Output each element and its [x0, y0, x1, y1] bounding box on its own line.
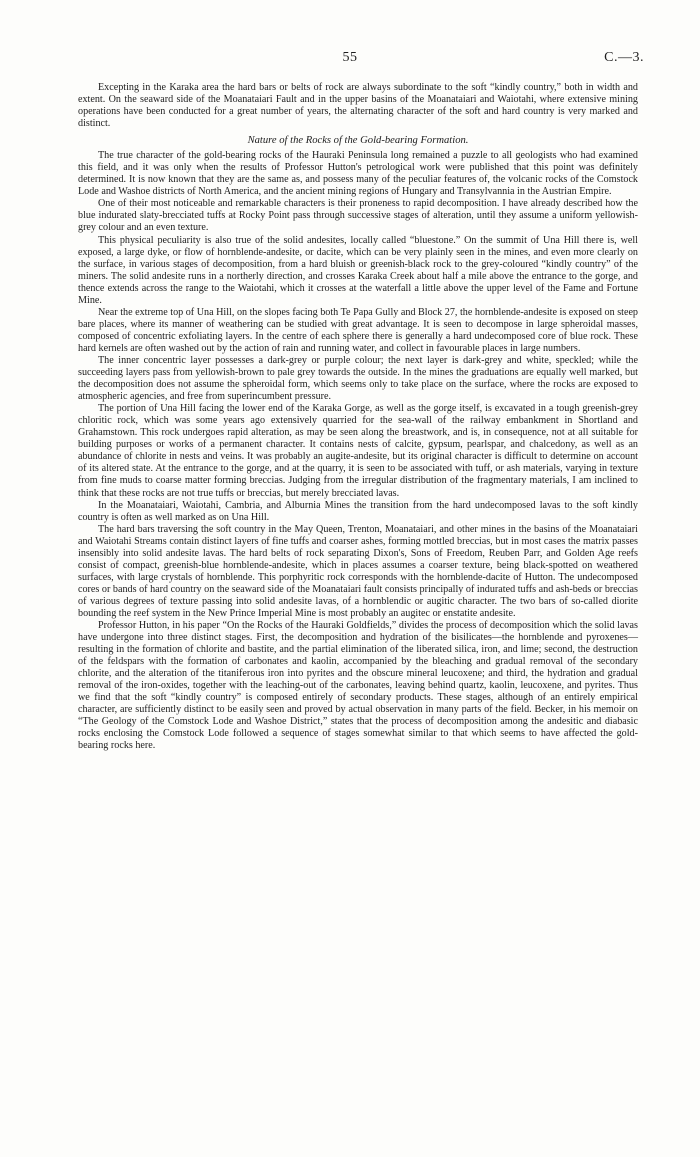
- paragraph: Near the extreme top of Una Hill, on the slopes facing both Te Papa Gully and Block 27, the hornblende-andesite is exposed on steep bare places, where its manner of weathering can be studied with great advantage. It is seen to decompose in large spheroidal masses, composed of concentric exfoliating layers. In the centre of each sphere there is generally a hard undecomposed core of blue rock. These hard kernels are often washed out by the action of rain and running water, and collect in favourable places in large numbers.: [78, 306, 638, 354]
- page-body: [78, 82, 638, 753]
- paragraph: The portion of Una Hill facing the lower end of the Karaka Gorge, as well as the gorge itself, is excavated in a tough greenish-grey chloritic rock, which was some years ago extensively quarried for the sea-wall of the railway embankment in Shortland and Grahamstown. This rock undergoes rapid alteration, as may be seen along the breastwork, and is, in consequence, not at all suitable for building purposes or works of a permanent character. It contains nests of calcite, gypsum, pearlspar, and chalcedony, as well as an abundance of chlorite in nests and veins. It was probably an augite-andesite, but its original character is difficult to determine on account of its altered state. At the entrance to the gorge, and at the quarry, it is seen to be associated with tuff, or ash materials, varying in texture from fine muds to coarse matter forming breccias. Judging from the irregular distribution of the fragmentary materials, I am inclined to think that these rocks are not true tuffs or breccias, but merely brecciated lavas.: [78, 403, 638, 499]
- document-code: C.—3.: [604, 50, 644, 65]
- paragraph: One of their most noticeable and remarkable characters is their proneness to rapid decomposition. I have already described how the blue indurated slaty-brecciated tuffs at Rocky Point pass through successive stages of alteration, until they assume a uniform yellowish-grey colour and an even texture.: [78, 198, 638, 234]
- paragraph: The hard bars traversing the soft country in the May Queen, Trenton, Moanataiari, and other mines in the basins of the Moanataiari and Waiotahi Streams contain distinct layers of fine tuffs and coarser ashes, forming mottled breccias, but in most cases the matrix passes insensibly into solid andesite lavas. The hard belts of rock separating Dixon's, Sons of Freedom, Reuben Parr, and Golden Age reefs consist of compact, greenish-blue hornblende-andesite, which in places assumes a coarser texture, being black-spotted on weathered surfaces, with large crystals of hornblende. This porphyritic rock corresponds with the hornblende-dacite of Hutton. The undecomposed cores or bands of hard country on the seaward side of the Moanataiari fault consists principally of indurated tuffs and ash-beds or breccias of various degrees of texture passing into solid andesite lavas, of a hornblendic or augitic character. The two bars of so-called diorite bounding the reef system in the New Prince Imperial Mine is most probably an augitec or enstatite andesite.: [78, 523, 638, 619]
- paragraph: Professor Hutton, in his paper “On the Rocks of the Hauraki Goldfields,” divides the process of decomposition which the solid lavas have undergone into three distinct stages. First, the decomposition and hydration of the bisilicates—the hornblende and pyroxenes—resulting in the formation of chlorite and bastite, and the partial elimination of the liberated silica, iron, and lime; second, the destruction of the feldspars with the formation of carbonates and kaolin, accompanied by the bleaching and gradual removal of the secondary chlorite, and the alteration of the titaniferous iron into pyrites and the obscure mineral leucoxene; and third, the hydration and gradual removal of the iron-oxides, together with the leaching-out of the carbonates, leaving behind quartz, kaolin, leucoxene, and pyrites. Thus we find that the soft “kindly country” is composed entirely of secondary products. These stages, although of an entirely empirical character, are sufficiently distinct to be easily seen and proved by actual observation in many parts of the field. Becker, in his memoir on “The Geology of the Comstock Lode and Washoe District,” states that the process of decomposition among the andesitic and diabasic rocks enclosing the Comstock Lode followed a sequence of stages somewhat similar to that which seems to have affected the gold-bearing rocks here.: [78, 620, 638, 752]
- intro-paragraph: Excepting in the Karaka area the hard bars or belts of rock are always subordinate to the soft “kindly country,” both in width and extent. On the seaward side of the Moanataiari Fault and in the upper basins of the Moanataiari and Waiotahi, where extensive mining operations have been conducted for a great number of years, the alternating character of the soft and hard country is very marked and distinct.: [78, 82, 638, 130]
- section-heading: Nature of the Rocks of the Gold-bearing Formation.: [247, 135, 469, 147]
- paragraph: The inner concentric layer possesses a dark-grey or purple colour; the next layer is dark-grey and white, speckled; while the succeeding layers pass from yellowish-brown to pale grey towards the outside. In the mines the graduations are equally well marked, but the decomposition does not assume the spheroidal form, which seems only to take place on the surface, where the rocks are exposed to atmospheric agencies, and free from superincumbent pressure.: [78, 354, 638, 403]
- paragraph: In the Moanataiari, Waiotahi, Cambria, and Alburnia Mines the transition from the hard undecomposed lavas to the soft kindly country is often as well marked as on Una Hill.: [78, 499, 638, 523]
- paragraph: The true character of the gold-bearing rocks of the Hauraki Peninsula long remained a puzzle to all geologists who had examined this field, and it was only when the results of Professor Hutton's petrological work were published that this point was definitely determined. It is now known that they are the same as, and possess many of the peculiar features of, the volcanic rocks of the Comstock Lode and Washoe districts of North America, and the ancient mining regions of Hungary and Transylvannia in the Austrian Empire.: [78, 150, 638, 198]
- paragraph: This physical peculiarity is also true of the solid andesites, locally called “bluestone.” On the summit of Una Hill there is, well exposed, a large dyke, or flow of hornblende-andesite, or dacite, which can be very plainly seen in the mines, and even more clearly on the surface, in various stages of decomposition, from a hard bluish or greenish-black rock to the grey-coloured “kindly country” of the miners. The solid andesite runs in a northerly direction, and crosses Karaka Creek about half a mile above the entrance to the gorge, and thence extends across the range to the Waiotahi, which it crosses at the waterfall a little above the upper level of the Fame and Fortune Mine.: [78, 234, 638, 306]
- page-number: 55: [342, 50, 358, 65]
